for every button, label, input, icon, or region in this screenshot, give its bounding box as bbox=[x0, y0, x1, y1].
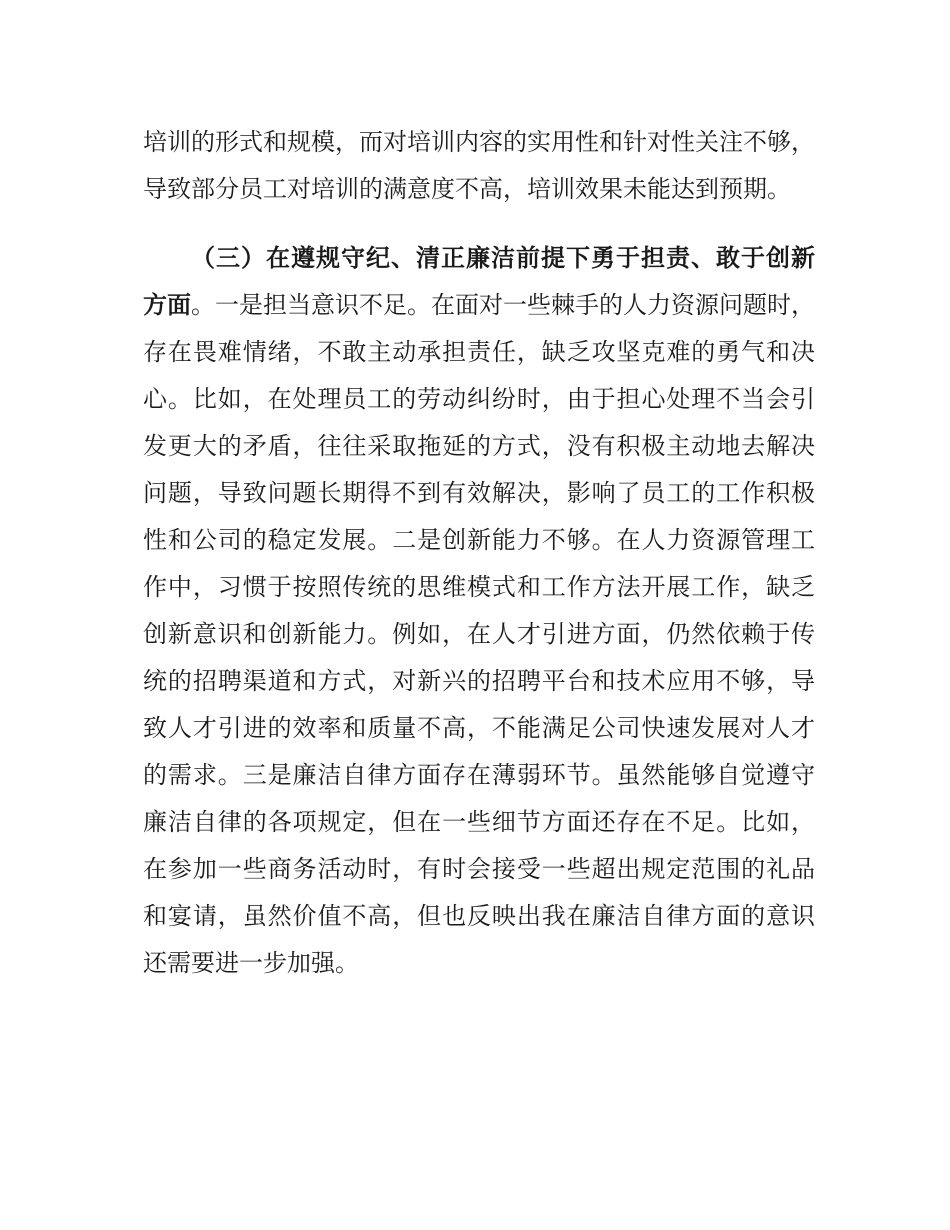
paragraph-line: 性和公司的稳定发展。二是创新能力不够。在人力资源管理工 bbox=[143, 526, 815, 554]
paragraph-line: 心。比如，在处理员工的劳动纠纷时，由于担心处理不当会引 bbox=[143, 385, 815, 413]
paragraph-line: 致人才引进的效率和质量不高，不能满足公司快速发展对人才 bbox=[143, 714, 815, 742]
paragraph-line bbox=[143, 282, 815, 329]
section-heading-end: 方面 bbox=[143, 291, 191, 319]
paragraph-line: 的需求。三是廉洁自律方面存在薄弱环节。虽然能够自觉遵守 bbox=[143, 761, 815, 789]
paragraph-line: 还需要进一步加强。 bbox=[143, 949, 359, 977]
paragraph-line: 在参加一些商务活动时，有时会接受一些超出规定范围的礼品 bbox=[143, 855, 815, 883]
paragraph-line: 培训的形式和规模，而对培训内容的实用性和针对性关注不够， bbox=[143, 128, 815, 156]
paragraph-line: 问题，导致问题长期得不到有效解决，影响了员工的工作积极 bbox=[143, 479, 815, 507]
paragraph-1 bbox=[143, 119, 815, 213]
paragraph-line: 统的招聘渠道和方式，对新兴的招聘平台和技术应用不够，导 bbox=[143, 667, 815, 695]
paragraph-line-text: 。一是担当意识不足。在面对一些棘手的人力资源问题时， bbox=[191, 291, 815, 319]
paragraph-line: 创新意识和创新能力。例如，在人才引进方面，仍然依赖于传 bbox=[143, 620, 815, 648]
paragraph-line: 廉洁自律的各项规定，但在一些细节方面还存在不足。比如， bbox=[143, 808, 815, 836]
paragraph-2 bbox=[143, 235, 815, 987]
section-heading: （三）在遵规守纪、清正廉洁前提下勇于担责、敢于创新 bbox=[191, 244, 815, 272]
paragraph-line: 作中，习惯于按照传统的思维模式和工作方法开展工作，缺乏 bbox=[143, 573, 815, 601]
paragraph-line: 存在畏难情绪，不敢主动承担责任，缺乏攻坚克难的勇气和决 bbox=[143, 338, 815, 366]
paragraph-line: 和宴请，虽然价值不高，但也反映出我在廉洁自律方面的意识 bbox=[143, 902, 815, 930]
paragraph-line: 导致部分员工对培训的满意度不高，培训效果未能达到预期。 bbox=[143, 175, 791, 203]
paragraph-line: 发更大的矛盾，往往采取拖延的方式，没有积极主动地去解决 bbox=[143, 432, 815, 460]
